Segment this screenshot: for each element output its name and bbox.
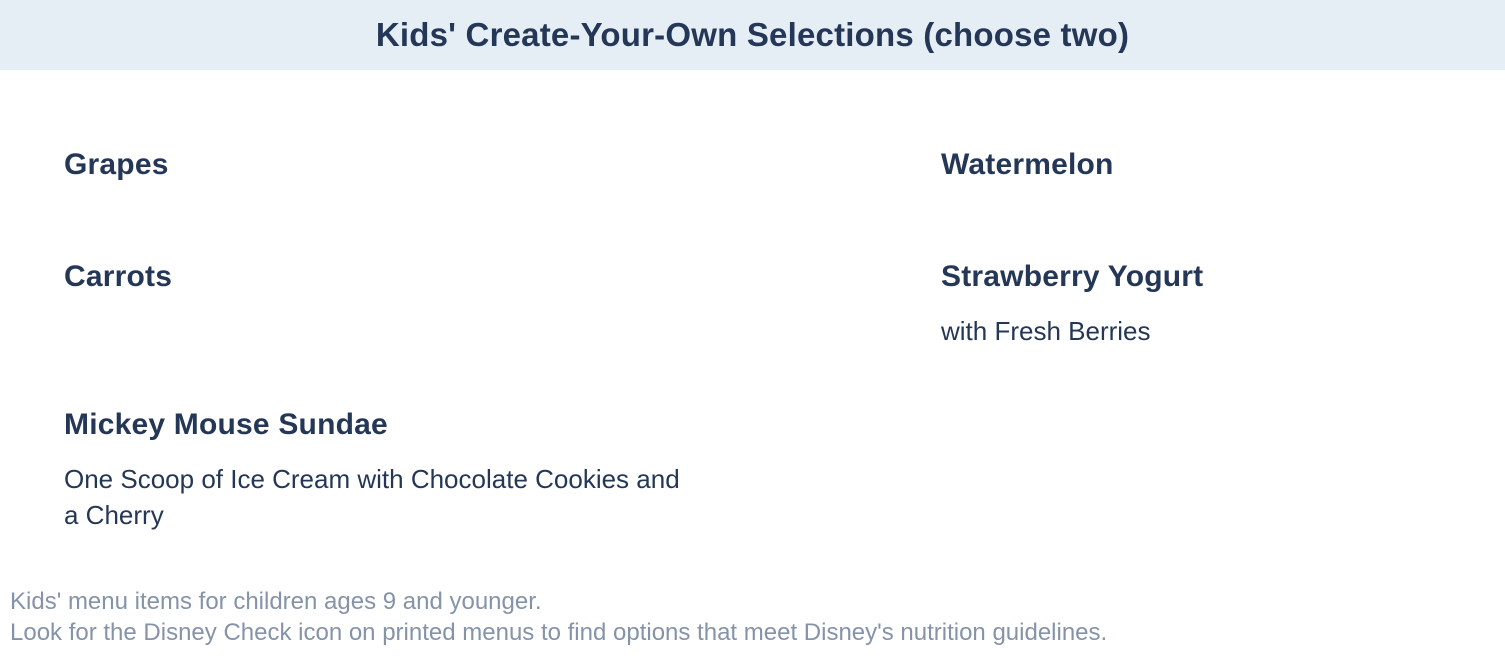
footer-note-ages: Kids' menu items for children ages 9 and younger. xyxy=(10,588,542,615)
menu-item-carrots xyxy=(64,260,172,293)
menu-item-description: One Scoop of Ice Cream with Chocolate Cookies and a Cherry xyxy=(64,464,680,530)
section-title: Kids' Create-Your-Own Selections (choose two) xyxy=(375,16,1130,53)
footer-note-disney-check: Look for the Disney Check icon on printed menus to find options that meet Disney's nutrition guidelines. xyxy=(10,619,1108,646)
menu-item-name: Grapes xyxy=(64,148,169,181)
menu-item-grapes xyxy=(64,148,169,181)
menu-item-description: with Fresh Berries xyxy=(941,316,1151,346)
menu-item-strawberry-yogurt xyxy=(941,260,1203,349)
menu-item-name: Mickey Mouse Sundae xyxy=(64,408,388,441)
menu-item-name: Carrots xyxy=(64,260,173,293)
menu-item-mickey-mouse-sundae xyxy=(64,408,684,533)
menu-item-name: Strawberry Yogurt xyxy=(941,260,1204,293)
footer-notes xyxy=(10,586,1107,648)
section-header xyxy=(0,0,1505,70)
menu-item-name: Watermelon xyxy=(941,148,1114,181)
menu-item-watermelon xyxy=(941,148,1114,181)
